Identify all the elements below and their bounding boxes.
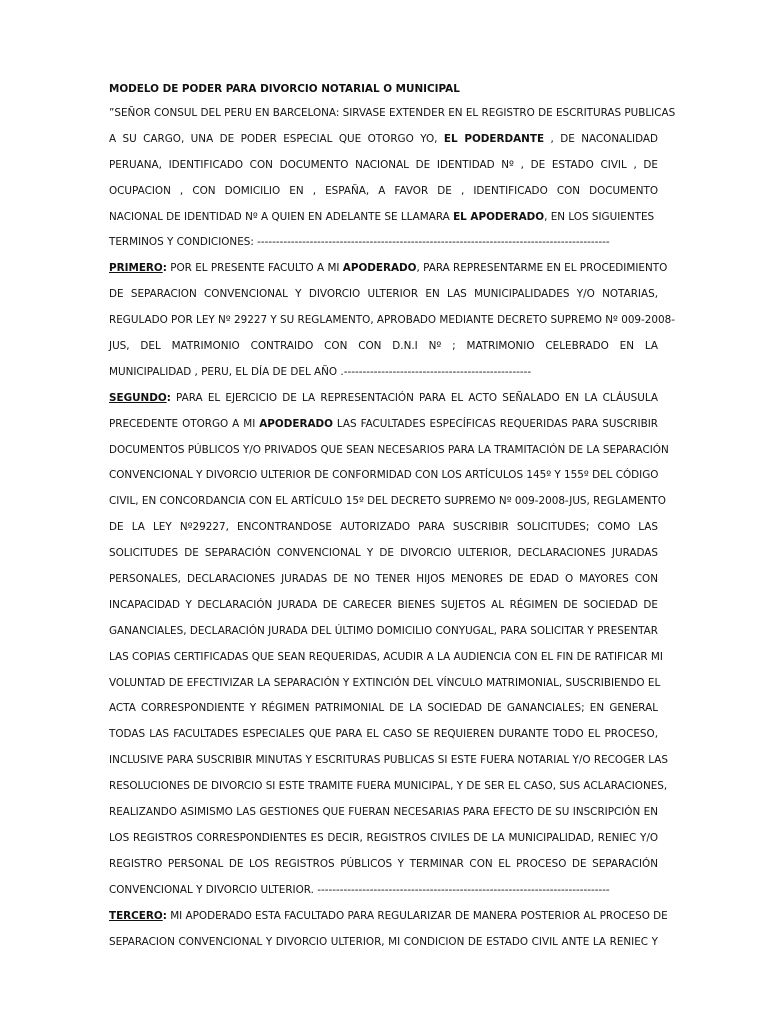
bold-text: : (162, 262, 167, 275)
text-run: TODAS LAS FACULTADES ESPECIALES QUE PARA EL CASO SE REQUIEREN DURANTE TODO EL PROCESO, (109, 728, 658, 741)
text-run: REGULADO POR LEY Nº 29227 Y SU REGLAMENTO, APROBADO MEDIANTE DECRETO SUPREMO Nº 009-2008- (109, 314, 675, 327)
text-line (109, 389, 658, 415)
text-line (109, 233, 658, 259)
text-run: ACTA CORRESPONDIENTE Y RÉGIMEN PATRIMONIAL DE LA SOCIEDAD DE GANANCIALES; EN GENERAL (109, 702, 658, 715)
text-run: PERSONALES, DECLARACIONES JURADAS DE NO TENER HIJOS MENORES DE EDAD O MAYORES CON (109, 573, 658, 586)
text-run: NACIONAL DE IDENTIDAD Nº A QUIEN EN ADELANTE SE LLAMARA (109, 210, 454, 223)
bold-text: SEGUNDO (109, 391, 167, 404)
text-line (109, 130, 658, 156)
text-run: VOLUNTAD DE EFECTIVIZAR LA SEPARACIÓN Y EXTINCIÓN DEL VÍNCULO MATRIMONIAL, SUSCRIBIENDO EL (109, 676, 661, 689)
text-run: RESOLUCIONES DE DIVORCIO SI ESTE TRAMITE FUERA MUNICIPAL, Y DE SER EL CASO, SUS ACLARACIONES, (109, 780, 668, 793)
text-run: DOCUMENTOS PÚBLICOS Y/O PRIVADOS QUE SEAN NECESARIOS PARA LA TRAMITACIÓN DE LA SEPARACIÓN (109, 443, 669, 456)
text-line (109, 311, 675, 337)
text-run: A SU CARGO, UNA DE PODER ESPECIAL QUE OTORGO YO, (109, 132, 444, 145)
text-line (109, 363, 658, 389)
text-line (109, 803, 658, 829)
text-line (109, 182, 658, 208)
text-run: INCLUSIVE PARA SUSCRIBIR MINUTAS Y ESCRITURAS PUBLICAS SI ESTE FUERA NOTARIAL Y/O RECOGER LAS (109, 754, 668, 767)
text-line (109, 855, 658, 881)
bold-text: : (166, 391, 171, 404)
text-run: MUNICIPALIDAD , PERU, EL DÍA DE DEL AÑO .-------------------------------------------------- (109, 365, 532, 378)
bold-text: EL PODERDANTE (443, 132, 545, 145)
text-line (109, 829, 658, 855)
text-run: TERMINOS Y CONDICIONES: ---------------------------------------------------------------------------------------------- (109, 236, 610, 249)
text-run: SEPARACION CONVENCIONAL Y DIVORCIO ULTERIOR, MI CONDICION DE ESTADO CIVIL ANTE LA RENIEC Y (109, 935, 658, 948)
text-run: CONVENCIONAL Y DIVORCIO ULTERIOR DE CONFORMIDAD CON LOS ARTÍCULOS 145º Y 155º DEL CÓDIGO (109, 469, 659, 482)
text-run: REGISTRO PERSONAL DE LOS REGISTROS PÚBLICOS Y TERMINAR CON EL PROCESO DE SEPARACIÓN (109, 857, 658, 870)
text-line (109, 699, 658, 725)
text-run: CIVIL, EN CONCORDANCIA CON EL ARTÍCULO 15º DEL DECRETO SUPREMO Nº 009-2008-JUS, REGLAMENTO (109, 495, 666, 508)
text-run: DE SEPARACION CONVENCIONAL Y DIVORCIO ULTERIOR EN LAS MUNICIPALIDADES Y/O NOTARIAS, (109, 288, 658, 301)
bold-text: APODERADO (259, 417, 333, 430)
text-line (109, 337, 658, 363)
text-line (109, 777, 668, 803)
text-line (109, 907, 668, 933)
text-run: SOLICITUDES DE SEPARACIÓN CONVENCIONAL Y DE DIVORCIO ULTERIOR, DECLARACIONES JURADAS (109, 547, 658, 560)
text-run: , PARA REPRESENTARME EN EL PROCEDIMIENTO (416, 262, 668, 275)
bold-text: APODERADO (342, 262, 417, 275)
document-title: MODELO DE PODER PARA DIVORCIO NOTARIAL O MUNICIPAL (109, 83, 460, 95)
text-line (109, 104, 676, 130)
text-line (109, 725, 658, 751)
document-body (109, 104, 676, 958)
text-line (109, 285, 658, 311)
text-run: PERUANA, IDENTIFICADO CON DOCUMENTO NACIONAL DE IDENTIDAD Nº , DE ESTADO CIVIL , DE (109, 158, 658, 171)
text-line (109, 259, 668, 285)
text-line (109, 518, 658, 544)
text-run: PRECEDENTE OTORGO A MI (109, 417, 260, 430)
text-run: MI APODERADO ESTA FACULTADO PARA REGULARIZAR DE MANERA POSTERIOR AL PROCESO DE (166, 909, 668, 922)
text-line (109, 570, 658, 596)
text-run: PARA EL EJERCICIO DE LA REPRESENTACIÓN PARA EL ACTO SEÑALADO EN LA CLÁUSULA (170, 391, 658, 404)
text-run: GANANCIALES, DECLARACIÓN JURADA DEL ÚLTIMO DOMICILIO CONYUGAL, PARA SOLICITAR Y PRESENTAR (109, 624, 658, 637)
bold-text: EL APODERADO (453, 210, 545, 223)
text-run: ”SEÑOR CONSUL DEL PERU EN BARCELONA: SIRVASE EXTENDER EN EL REGISTRO DE ESCRITURAS PUBLICAS (109, 107, 676, 119)
text-line (109, 933, 658, 959)
text-line (109, 208, 658, 234)
bold-text: PRIMERO (109, 262, 163, 275)
text-run: OCUPACION , CON DOMICILIO EN , ESPAÑA, A FAVOR DE , IDENTIFICADO CON DOCUMENTO (109, 184, 658, 197)
text-line (109, 492, 666, 518)
text-line (109, 622, 658, 648)
text-line (109, 596, 658, 622)
text-run: , DE NACONALIDAD (544, 132, 659, 145)
text-run: LAS COPIAS CERTIFICADAS QUE SEAN REQUERIDAS, ACUDIR A LA AUDIENCIA CON EL FIN DE RATIFICAR MI (109, 650, 663, 663)
text-run: , EN LOS SIGUIENTES (544, 210, 655, 223)
text-run: POR EL PRESENTE FACULTO A MI (166, 262, 343, 275)
text-run: JUS, DEL MATRIMONIO CONTRAIDO CON CON D.N.I Nº ; MATRIMONIO CELEBRADO EN LA (109, 340, 658, 353)
bold-text: TERCERO (109, 909, 163, 922)
text-line (109, 441, 669, 467)
text-run: CONVENCIONAL Y DIVORCIO ULTERIOR. ------------------------------------------------------------------------------ (109, 883, 610, 896)
text-line (109, 881, 658, 907)
text-run: INCAPACIDAD Y DECLARACIÓN JURADA DE CARECER BIENES SUJETOS AL RÉGIMEN DE SOCIEDAD DE (109, 598, 658, 611)
text-line (109, 674, 661, 700)
text-run: LAS FACULTADES ESPECÍFICAS REQUERIDAS PARA SUSCRIBIR (332, 417, 658, 430)
bold-text: : (162, 909, 167, 922)
text-line (109, 648, 663, 674)
text-line (109, 466, 658, 492)
text-run: REALIZANDO ASIMISMO LAS GESTIONES QUE FUERAN NECESARIAS PARA EFECTO DE SU INSCRIPCIÓN EN (109, 806, 658, 819)
text-run: DE LA LEY Nº29227, ENCONTRANDOSE AUTORIZADO PARA SUSCRIBIR SOLICITUDES; COMO LAS (109, 521, 658, 534)
text-line (109, 156, 658, 182)
text-line (109, 544, 658, 570)
text-line (109, 751, 668, 777)
text-run: LOS REGISTROS CORRESPONDIENTES ES DECIR, REGISTROS CIVILES DE LA MUNICIPALIDAD, RENIEC Y/O (109, 831, 658, 844)
text-line (109, 415, 658, 441)
